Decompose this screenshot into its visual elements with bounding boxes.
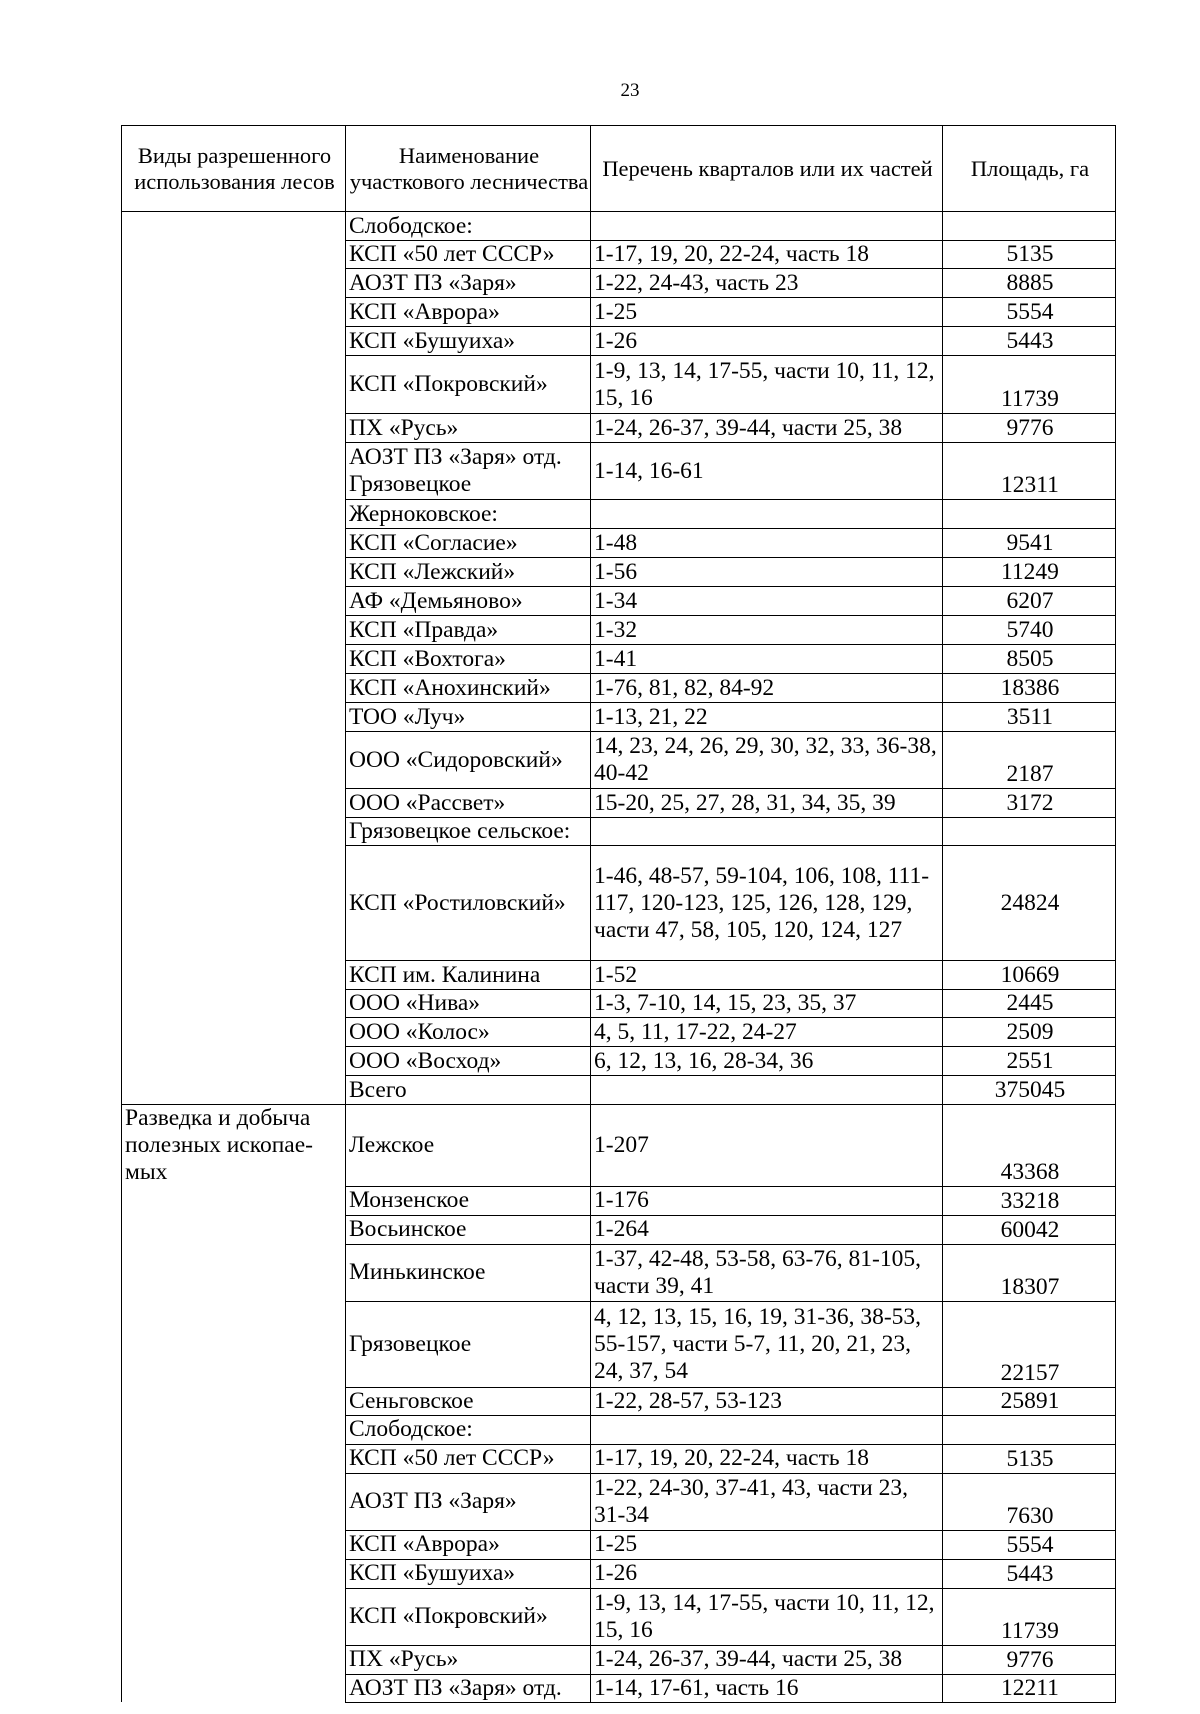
blocks-list-cell: 4, 12, 13, 15, 16, 19, 31-36, 38-53, 55-157, части 5-7, 11, 20, 21, 23, 24, 37, 54 — [591, 1301, 943, 1387]
header-forestry-name: Наименование участкового лесничества — [346, 126, 591, 212]
table-row — [122, 587, 1116, 616]
table-row — [122, 327, 1116, 356]
forestry-name-cell: ООО «Восход» — [346, 1047, 591, 1076]
blocks-list-cell: 15-20, 25, 27, 28, 31, 34, 35, 39 — [591, 789, 943, 818]
forestry-name-cell: КСП «Бушуиха» — [346, 327, 591, 356]
forestry-name-cell: КСП «Бушуиха» — [346, 1559, 591, 1588]
use-type-cell — [122, 1387, 346, 1415]
blocks-list-cell: 1-37, 42-48, 53-58, 63-76, 81-105, части 39, 41 — [591, 1244, 943, 1301]
table-row — [122, 1530, 1116, 1559]
blocks-list-cell: 1-25 — [591, 298, 943, 327]
table-row — [122, 298, 1116, 327]
blocks-list-cell: 4, 5, 11, 17-22, 24-27 — [591, 1018, 943, 1047]
table-row — [122, 1387, 1116, 1415]
blocks-list-cell: 1-13, 21, 22 — [591, 703, 943, 732]
use-type-cell — [122, 327, 346, 356]
table-row — [122, 703, 1116, 732]
use-type-cell — [122, 961, 346, 990]
use-type-cell — [122, 1047, 346, 1076]
use-type-cell — [122, 1186, 346, 1215]
blocks-list-cell: 1-22, 24-43, часть 23 — [591, 269, 943, 298]
table-row — [122, 1301, 1116, 1387]
area-cell: 10669 — [943, 961, 1116, 990]
area-cell: 6207 — [943, 587, 1116, 616]
forestry-name-cell: КСП «Покровский» — [346, 1588, 591, 1645]
area-cell: 18307 — [943, 1244, 1116, 1301]
table-row — [122, 1588, 1116, 1645]
area-cell: 9776 — [943, 414, 1116, 443]
blocks-list-cell: 1-52 — [591, 961, 943, 990]
blocks-list-cell: 1-46, 48-57, 59-104, 106, 108, 111-117, 120-123, 125, 126, 128, 129, части 47, 58, 105, 120, 124, 127 — [591, 846, 943, 961]
use-type-cell — [122, 529, 346, 558]
area-cell: 5554 — [943, 1530, 1116, 1559]
forestry-name-cell: АОЗТ ПЗ «Заря» — [346, 269, 591, 298]
blocks-list-cell: 1-32 — [591, 616, 943, 645]
blocks-list-cell — [591, 818, 943, 846]
area-cell: 8505 — [943, 645, 1116, 674]
forestry-name-cell: АОЗТ ПЗ «Заря» отд. Грязовецкое — [346, 443, 591, 500]
use-type-cell — [122, 414, 346, 443]
area-cell — [943, 818, 1116, 846]
forestry-name-cell: КСП «50 лет СССР» — [346, 1444, 591, 1473]
blocks-list-cell: 1-24, 26-37, 39-44, части 25, 38 — [591, 414, 943, 443]
use-type-cell — [122, 1415, 346, 1444]
table-row — [122, 846, 1116, 961]
forestry-name-cell: Слободское: — [346, 1415, 591, 1444]
table-row — [122, 674, 1116, 703]
forestry-name-cell: КСП «Лежский» — [346, 558, 591, 587]
area-cell: 11249 — [943, 558, 1116, 587]
table-row — [122, 500, 1116, 529]
table-row — [122, 1105, 1116, 1187]
forestry-name-cell: Сеньговское — [346, 1387, 591, 1415]
table-row — [122, 1559, 1116, 1588]
forestry-name-cell: Всего — [346, 1076, 591, 1105]
forestry-name-cell: Восьинское — [346, 1215, 591, 1244]
area-cell: 2187 — [943, 732, 1116, 789]
blocks-list-cell — [591, 1415, 943, 1444]
area-cell: 2509 — [943, 1018, 1116, 1047]
area-cell — [943, 212, 1116, 241]
forestry-name-cell: Грязовецкое — [346, 1301, 591, 1387]
blocks-list-cell: 1-22, 28-57, 53-123 — [591, 1387, 943, 1415]
forestry-name-cell: КСП «Покровский» — [346, 356, 591, 414]
area-cell: 5443 — [943, 1559, 1116, 1588]
forestry-name-cell: ПХ «Русь» — [346, 414, 591, 443]
area-cell: 2445 — [943, 990, 1116, 1018]
forestry-name-cell: КСП «Ростиловский» — [346, 846, 591, 961]
area-cell: 8885 — [943, 269, 1116, 298]
area-cell: 12311 — [943, 443, 1116, 500]
forestry-name-cell: КСП «Аврора» — [346, 1530, 591, 1559]
table-row — [122, 443, 1116, 500]
use-type-cell — [122, 1244, 346, 1301]
header-area: Площадь, га — [943, 126, 1116, 212]
table-row — [122, 1674, 1116, 1702]
table-row — [122, 529, 1116, 558]
blocks-list-cell — [591, 1076, 943, 1105]
blocks-list-cell — [591, 500, 943, 529]
use-type-cell — [122, 818, 346, 846]
blocks-list-cell: 1-17, 19, 20, 22-24, часть 18 — [591, 1444, 943, 1473]
table-row — [122, 414, 1116, 443]
table-row — [122, 1444, 1116, 1473]
forestry-name-cell: АОЗТ ПЗ «Заря» отд. — [346, 1674, 591, 1702]
forestry-name-cell: ТОО «Луч» — [346, 703, 591, 732]
area-cell: 60042 — [943, 1215, 1116, 1244]
table-row — [122, 241, 1116, 269]
forestry-name-cell: Минькинское — [346, 1244, 591, 1301]
blocks-list-cell: 14, 23, 24, 26, 29, 30, 32, 33, 36-38, 40-42 — [591, 732, 943, 789]
forestry-name-cell: КСП «Аврора» — [346, 298, 591, 327]
table-row — [122, 961, 1116, 990]
forest-use-table — [121, 125, 1116, 1703]
table-row — [122, 1473, 1116, 1530]
use-type-cell — [122, 558, 346, 587]
use-type-cell — [122, 1588, 346, 1645]
use-type-cell — [122, 1076, 346, 1105]
use-type-cell — [122, 356, 346, 414]
table-row — [122, 1215, 1116, 1244]
table-row — [122, 1186, 1116, 1215]
use-type-cell — [122, 732, 346, 789]
use-type-cell — [122, 1645, 346, 1674]
table-row — [122, 732, 1116, 789]
blocks-list-cell: 1-22, 24-30, 37-41, 43, части 23, 31-34 — [591, 1473, 943, 1530]
use-type-cell — [122, 1018, 346, 1047]
forestry-name-cell: АФ «Демьяново» — [346, 587, 591, 616]
area-cell: 5135 — [943, 241, 1116, 269]
forestry-name-cell: Жерноковское: — [346, 500, 591, 529]
area-cell: 375045 — [943, 1076, 1116, 1105]
table-row — [122, 1047, 1116, 1076]
use-type-cell — [122, 1674, 346, 1702]
table-row — [122, 356, 1116, 414]
area-cell: 18386 — [943, 674, 1116, 703]
use-type-cell — [122, 212, 346, 241]
blocks-list-cell: 1-26 — [591, 1559, 943, 1588]
table-row — [122, 1645, 1116, 1674]
use-type-cell — [122, 1301, 346, 1387]
forestry-name-cell: Лежское — [346, 1105, 591, 1187]
blocks-list-cell: 1-26 — [591, 327, 943, 356]
area-cell: 25891 — [943, 1387, 1116, 1415]
header-use-type: Виды разрешенного использования лесов — [122, 126, 346, 212]
table-row — [122, 645, 1116, 674]
forestry-name-cell: ООО «Колос» — [346, 1018, 591, 1047]
use-type-cell — [122, 587, 346, 616]
area-cell — [943, 1415, 1116, 1444]
blocks-list-cell: 1-9, 13, 14, 17-55, части 10, 11, 12, 15, 16 — [591, 356, 943, 414]
forestry-name-cell: Грязовецкое сельское: — [346, 818, 591, 846]
use-type-cell — [122, 990, 346, 1018]
blocks-list-cell: 1-48 — [591, 529, 943, 558]
area-cell: 12211 — [943, 1674, 1116, 1702]
forestry-name-cell: КСП им. Калинина — [346, 961, 591, 990]
forestry-name-cell: КСП «Согласие» — [346, 529, 591, 558]
forestry-name-cell: АОЗТ ПЗ «Заря» — [346, 1473, 591, 1530]
area-cell: 9541 — [943, 529, 1116, 558]
use-type-cell — [122, 443, 346, 500]
area-cell: 11739 — [943, 1588, 1116, 1645]
forestry-name-cell: КСП «Правда» — [346, 616, 591, 645]
forestry-name-cell: ООО «Рассвет» — [346, 789, 591, 818]
blocks-list-cell: 1-56 — [591, 558, 943, 587]
blocks-list-cell: 1-176 — [591, 1186, 943, 1215]
use-type-cell — [122, 645, 346, 674]
area-cell: 3172 — [943, 789, 1116, 818]
area-cell: 5554 — [943, 298, 1116, 327]
forestry-name-cell: ООО «Нива» — [346, 990, 591, 1018]
forestry-name-cell: КСП «Вохтога» — [346, 645, 591, 674]
forestry-name-cell: КСП «Анохинский» — [346, 674, 591, 703]
table-row — [122, 558, 1116, 587]
forestry-name-cell: ООО «Сидоровский» — [346, 732, 591, 789]
forestry-name-cell: ПХ «Русь» — [346, 1645, 591, 1674]
area-cell: 7630 — [943, 1473, 1116, 1530]
use-type-cell — [122, 241, 346, 269]
area-cell: 5135 — [943, 1444, 1116, 1473]
table-row — [122, 616, 1116, 645]
forestry-name-cell: Слободское: — [346, 212, 591, 241]
table-row — [122, 789, 1116, 818]
area-cell: 2551 — [943, 1047, 1116, 1076]
use-type-cell — [122, 616, 346, 645]
use-type-cell — [122, 500, 346, 529]
blocks-list-cell: 1-34 — [591, 587, 943, 616]
use-type-cell — [122, 1530, 346, 1559]
table-row — [122, 1076, 1116, 1105]
use-type-cell — [122, 1473, 346, 1530]
use-type-cell — [122, 269, 346, 298]
table-row — [122, 269, 1116, 298]
table-row — [122, 990, 1116, 1018]
blocks-list-cell: 6, 12, 13, 16, 28-34, 36 — [591, 1047, 943, 1076]
area-cell: 11739 — [943, 356, 1116, 414]
table-row — [122, 212, 1116, 241]
forestry-name-cell: КСП «50 лет СССР» — [346, 241, 591, 269]
header-row — [122, 126, 1116, 212]
table-row — [122, 818, 1116, 846]
area-cell: 24824 — [943, 846, 1116, 961]
area-cell: 33218 — [943, 1186, 1116, 1215]
table-row — [122, 1244, 1116, 1301]
blocks-list-cell: 1-76, 81, 82, 84-92 — [591, 674, 943, 703]
blocks-list-cell: 1-9, 13, 14, 17-55, части 10, 11, 12, 15, 16 — [591, 1588, 943, 1645]
area-cell: 22157 — [943, 1301, 1116, 1387]
area-cell — [943, 500, 1116, 529]
blocks-list-cell: 1-17, 19, 20, 22-24, часть 18 — [591, 241, 943, 269]
table-body — [122, 212, 1116, 1703]
use-type-cell — [122, 1559, 346, 1588]
table-row — [122, 1415, 1116, 1444]
blocks-list-cell: 1-41 — [591, 645, 943, 674]
use-type-cell — [122, 1215, 346, 1244]
page-number: 23 — [620, 80, 640, 101]
header-blocks-list: Перечень кварталов или их частей — [591, 126, 943, 212]
use-type-cell — [122, 846, 346, 961]
use-type-cell — [122, 298, 346, 327]
use-type-cell — [122, 674, 346, 703]
area-cell: 5740 — [943, 616, 1116, 645]
area-cell: 3511 — [943, 703, 1116, 732]
blocks-list-cell: 1-3, 7-10, 14, 15, 23, 35, 37 — [591, 990, 943, 1018]
use-type-cell — [122, 703, 346, 732]
blocks-list-cell: 1-207 — [591, 1105, 943, 1187]
forestry-name-cell: Монзенское — [346, 1186, 591, 1215]
blocks-list-cell: 1-24, 26-37, 39-44, части 25, 38 — [591, 1645, 943, 1674]
blocks-list-cell — [591, 212, 943, 241]
area-cell: 5443 — [943, 327, 1116, 356]
blocks-list-cell: 1-14, 17-61, часть 16 — [591, 1674, 943, 1702]
blocks-list-cell: 1-14, 16-61 — [591, 443, 943, 500]
area-cell: 43368 — [943, 1105, 1116, 1187]
table-row — [122, 1018, 1116, 1047]
blocks-list-cell: 1-25 — [591, 1530, 943, 1559]
use-type-cell: Разведка и добыча полезных ископае-мых — [122, 1105, 346, 1187]
use-type-cell — [122, 789, 346, 818]
use-type-cell — [122, 1444, 346, 1473]
blocks-list-cell: 1-264 — [591, 1215, 943, 1244]
area-cell: 9776 — [943, 1645, 1116, 1674]
